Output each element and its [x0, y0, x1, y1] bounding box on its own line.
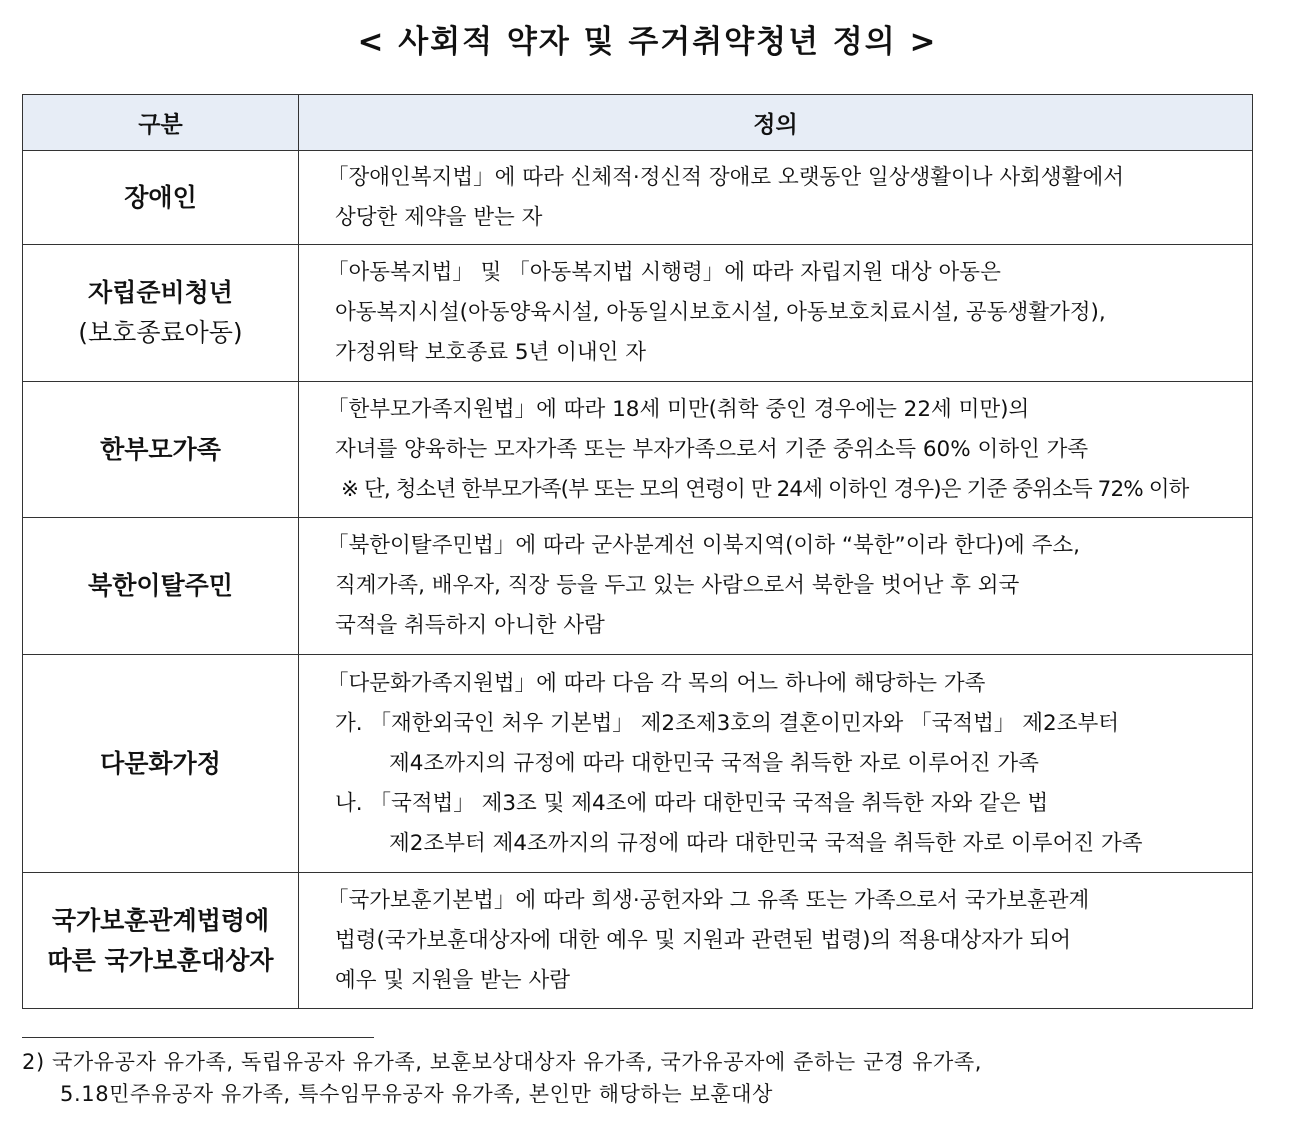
- definition-item-continuation: 제4조까지의 규정에 따라 대한민국 국적을 취득한 자로 이루어진 가족: [389, 750, 1039, 776]
- definition-line: 국적을 취득하지 아니한 사람: [335, 613, 605, 638]
- category-label: 국가보훈관계법령에: [51, 905, 270, 935]
- category-label: 한부모가족: [100, 434, 221, 464]
- header-category: 구분: [23, 95, 299, 151]
- definition-table: [22, 94, 1253, 1009]
- category-label: 장애인: [124, 182, 197, 212]
- definition-line: 직계가족, 배우자, 직장 등을 두고 있는 사람으로서 북한을 벗어난 후 외국: [335, 573, 1020, 598]
- row-definition: [299, 151, 1253, 245]
- row-definition: [299, 245, 1253, 382]
- definition-line: 가정위탁 보호종료 5년 이내인 자: [335, 340, 647, 365]
- table-header-row: [23, 95, 1253, 151]
- definition-line: 아동복지시설(아동양육시설, 아동일시보호시설, 아동보호치료시설, 공동생활가정),: [335, 300, 1106, 325]
- definition-item: 나. 「국적법」 제3조 및 제4조에 따라 대한민국 국적을 취득한 자와 같은 법: [335, 790, 1049, 816]
- definition-line: 법령(국가보훈대상자에 대한 예우 및 지원과 관련된 법령)의 적용대상자가 되어: [335, 927, 1072, 953]
- row-definition: [299, 655, 1253, 873]
- header-definition: 정의: [299, 95, 1253, 151]
- table-row: [23, 382, 1253, 518]
- row-category: [23, 518, 299, 655]
- definition-note: ※ 단, 청소년 한부모가족(부 또는 모의 연령이 만 24세 이하인 경우)은 기준 중위소득 72% 이하: [341, 476, 1189, 502]
- category-label: 자립준비청년: [88, 278, 233, 307]
- definition-line: 상당한 제약을 받는 자: [335, 204, 543, 230]
- page-title: < 사회적 약자 및 주거취약청년 정의 >: [357, 24, 938, 60]
- definition-line: 「아동복지법」 및 「아동복지법 시행령」에 따라 자립지원 대상 아동은: [327, 260, 1001, 285]
- row-category: [23, 873, 299, 1009]
- definition-line: 예우 및 지원을 받는 사람: [335, 967, 571, 993]
- footnote-divider: [22, 1037, 374, 1038]
- footnote-line: 2) 국가유공자 유가족, 독립유공자 유가족, 보훈보상대상자 유가족, 국가유공자에 준하는 군경 유가족,: [22, 1050, 983, 1074]
- table-row: [23, 151, 1253, 245]
- row-definition: [299, 382, 1253, 518]
- table-row: [23, 518, 1253, 655]
- row-category: [23, 245, 299, 382]
- table-row: [23, 655, 1253, 873]
- footnote: [22, 1046, 1262, 1110]
- category-label: 북한이탈주민: [88, 571, 233, 600]
- definition-line: 「한부모가족지원법」에 따라 18세 미만(취학 중인 경우에는 22세 미만)의: [327, 396, 1030, 422]
- row-definition: [299, 873, 1253, 1009]
- definition-item-continuation: 제2조부터 제4조까지의 규정에 따라 대한민국 국적을 취득한 자로 이루어진 가족: [389, 830, 1143, 856]
- row-category: [23, 655, 299, 873]
- row-category: [23, 151, 299, 245]
- row-category: [23, 382, 299, 518]
- category-sublabel: (보호종료아동): [78, 318, 243, 347]
- category-label: 따른 국가보훈대상자: [47, 945, 274, 975]
- row-definition: [299, 518, 1253, 655]
- definition-line: 「다문화가족지원법」에 따라 다음 각 목의 어느 하나에 해당하는 가족: [327, 670, 986, 696]
- category-label: 다문화가정: [100, 748, 221, 778]
- table-row: [23, 873, 1253, 1009]
- definition-line: 자녀를 양육하는 모자가족 또는 부자가족으로서 기준 중위소득 60% 이하인 가족: [335, 436, 1089, 462]
- definition-line: 「국가보훈기본법」에 따라 희생·공헌자와 그 유족 또는 가족으로서 국가보훈관계: [327, 887, 1090, 913]
- definition-line: 「장애인복지법」에 따라 신체적·정신적 장애로 오랫동안 일상생활이나 사회생활에서: [327, 164, 1124, 190]
- definition-line: 「북한이탈주민법」에 따라 군사분계선 이북지역(이하 “북한”이라 한다)에 주소,: [327, 533, 1080, 558]
- definition-item: 가. 「재한외국인 처우 기본법」 제2조제3호의 결혼이민자와 「국적법」 제2조부터: [335, 710, 1120, 736]
- footnote-line: 5.18민주유공자 유가족, 특수임무유공자 유가족, 본인만 해당하는 보훈대상: [60, 1082, 774, 1106]
- table-row: [23, 245, 1253, 382]
